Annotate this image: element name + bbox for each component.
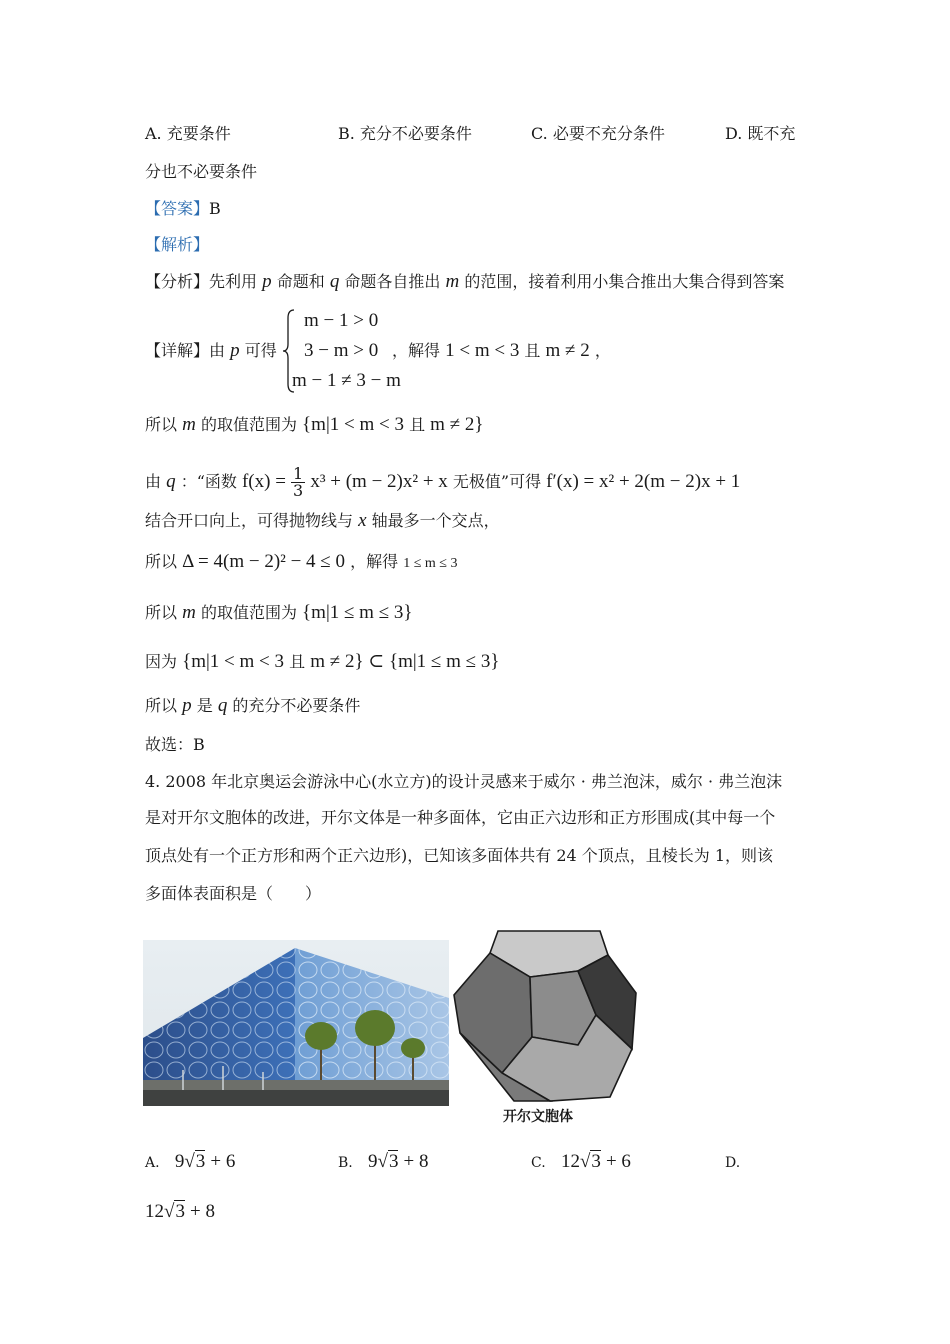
detail-t1: 可得 <box>244 341 277 360</box>
opt-a-coef: 9 <box>174 1151 185 1172</box>
opt-c-coef: 12 <box>560 1151 580 1172</box>
analysis-line <box>145 272 784 292</box>
because-set1: {m|1 < m < 3 <box>182 651 285 672</box>
answer-value: B <box>209 199 221 218</box>
delta-t2: ，解得 <box>350 552 399 571</box>
opt-b-label: B. <box>338 1155 353 1171</box>
opt-b-coef: 9 <box>368 1151 378 1172</box>
delta-line <box>145 552 457 574</box>
opt-c-rest: + 6 <box>605 1151 631 1172</box>
var-m: m <box>445 271 460 292</box>
q4-line-4: 多面体表面积是（ ） <box>145 884 322 903</box>
because-line <box>145 652 499 672</box>
sqrt-icon: √ <box>184 1151 195 1172</box>
range2-t1: 的取值范围为 <box>200 603 297 622</box>
conclusion-t1: 所以 <box>145 696 178 715</box>
system-row-3: m − 1 ≠ 3 − m <box>292 370 401 391</box>
q4-line-2: 是对开尔文胞体的改进，开尔文体是一种多面体，它由正六边形和正方形围成(其中每一个 <box>145 808 776 827</box>
sqrt-icon: √ <box>579 1151 591 1172</box>
frac-den: 3 <box>293 481 304 500</box>
sqrt-icon: √ <box>164 1201 175 1222</box>
q4-option-b <box>338 1152 429 1173</box>
figure-caption: 开尔文胞体 <box>503 1109 573 1125</box>
range1-set2: m ≠ 2} <box>430 414 484 435</box>
range2-line <box>145 603 413 623</box>
range1-line <box>145 415 484 435</box>
option-b: B. 充分不必要条件 <box>338 124 472 143</box>
detail-solution <box>392 341 611 361</box>
q4-line-3: 顶点处有一个正方形和两个正六边形)，已知该多面体共有 24 个顶点，且棱长为 1，则该 <box>145 846 774 865</box>
frac-num: 1 <box>293 464 304 483</box>
conclusion-t2: 是 <box>196 696 213 715</box>
opt-d-rad: 3 <box>175 1201 185 1222</box>
delta-expr: Δ = 4(m − 2)² − 4 ≤ 0 <box>182 551 345 572</box>
range1-qie: 且 <box>409 415 426 434</box>
water-cube-photo <box>143 940 449 1106</box>
because-qie: 且 <box>289 652 306 671</box>
because-set1b: m ≠ 2} ⊂ {m|1 ≤ m ≤ 3} <box>310 651 500 672</box>
opt-c-label: C. <box>531 1155 546 1171</box>
range1-text: 所以 <box>145 415 178 434</box>
range1-set: {m|1 < m < 3 <box>302 414 404 435</box>
delta-t1: 所以 <box>145 552 178 571</box>
analysis-t2: 命题各自推出 <box>344 272 441 291</box>
derivative-expr: f′(x) = x² + 2(m − 2)x + 1 <box>546 471 741 492</box>
var-p: p <box>230 340 240 361</box>
range2-set: {m|1 ≤ m ≤ 3} <box>302 602 413 623</box>
detail-qie: 且 <box>524 341 541 360</box>
option-d: D. 既不充 <box>725 124 796 143</box>
detail-sol2: m ≠ 2 <box>545 340 590 361</box>
conclusion-line <box>145 696 360 716</box>
opt-a-rest: + 6 <box>210 1151 236 1172</box>
q-function-line <box>145 466 740 499</box>
q4-option-d <box>145 1202 215 1222</box>
conclusion-t3: 的充分不必要条件 <box>232 696 361 715</box>
var-q: q <box>329 271 340 292</box>
q4-option-a <box>145 1152 235 1173</box>
delta-sol: 1 ≤ m ≤ 3 <box>403 556 458 571</box>
option-a: A. 充要条件 <box>145 124 231 143</box>
analysis-t3: 的范围，接着利用小集合推出大集合得到答案 <box>464 272 785 291</box>
analysis-prefix: 【分析】先利用 <box>145 272 258 291</box>
opt-c-rad: 3 <box>591 1151 601 1172</box>
var-p: p <box>262 271 272 292</box>
range2-text: 所以 <box>145 603 178 622</box>
opt-d-label: D. <box>725 1155 741 1171</box>
q4-line-1: 4. 2008 年北京奥运会游泳中心(水立方)的设计灵感来于威尔 · 弗兰泡沫，威尔 · 弗兰泡沫 <box>145 772 783 791</box>
function-expr: x³ + (m − 2)x² + x <box>310 471 448 492</box>
opt-a-label: A. <box>145 1155 160 1171</box>
q4-option-c <box>531 1152 631 1173</box>
analysis-t1: 命题和 <box>276 272 325 291</box>
range1-t1: 的取值范围为 <box>200 415 297 434</box>
opt-a-rad: 3 <box>195 1151 206 1172</box>
var-q: q <box>166 471 176 492</box>
q4-option-d-label <box>725 1152 740 1173</box>
analysis-label: 【解析】 <box>145 235 210 254</box>
var-m: m <box>182 414 196 435</box>
detail-end: ， <box>594 341 611 360</box>
answer-line <box>145 199 221 219</box>
q-t2: 无极值”可得 <box>452 472 542 491</box>
choice-line: 故选：B <box>145 735 205 754</box>
opt-b-rest: + 8 <box>403 1151 429 1172</box>
combine-t1: 结合开口向上，可得抛物线与 <box>145 511 354 530</box>
q-t1: ：“函数 <box>180 472 237 491</box>
opt-d-rest: + 8 <box>190 1201 215 1222</box>
opt-b-rad: 3 <box>388 1151 399 1172</box>
detail-sol: 1 < m < 3 <box>445 340 520 361</box>
system-row-2: 3 − m > 0 <box>304 340 379 361</box>
fraction-one-third <box>291 466 305 499</box>
option-d-continued: 分也不必要条件 <box>145 162 258 181</box>
var-p: p <box>182 695 192 716</box>
opt-d-coef: 12 <box>145 1201 164 1222</box>
detail-prefix: 【详解】由 <box>145 341 226 360</box>
var-x: x <box>358 510 367 531</box>
option-c: C. 必要不充分条件 <box>531 124 665 143</box>
kelvin-cell-figure <box>450 925 640 1103</box>
because-t1: 因为 <box>145 652 178 671</box>
f-of-x: f(x) = <box>241 471 286 492</box>
system-row-1: m − 1 > 0 <box>304 310 379 331</box>
sqrt-icon: √ <box>377 1151 388 1172</box>
q-text: 由 <box>145 472 162 491</box>
detail-t2: ，解得 <box>392 341 441 360</box>
detail-prefix-line <box>145 341 277 361</box>
var-q: q <box>217 695 228 716</box>
inequality-system <box>282 308 401 394</box>
combine-t2: 轴最多一个交点， <box>371 511 500 530</box>
answer-label: 【答案】 <box>145 199 210 218</box>
var-m: m <box>182 602 196 623</box>
combine-line <box>145 511 500 531</box>
